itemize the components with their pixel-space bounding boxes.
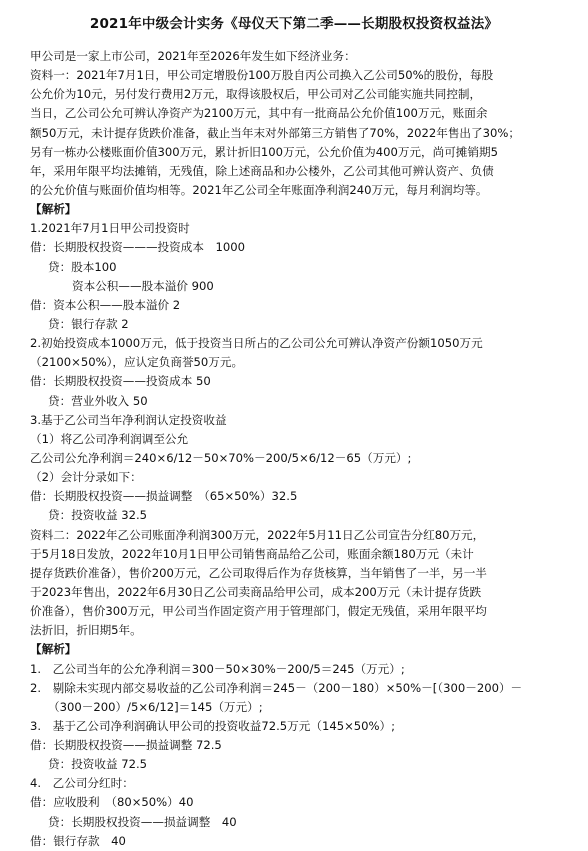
text-line: 贷：营业外收入 50 <box>48 393 148 408</box>
text-line: 于5月18日发放，2022年10月1日甲公司销售商品给乙公司，账面余额180万元（未计 <box>30 546 474 561</box>
text-line: 1. 乙公司当年的公允净利润＝300－50×30%－200/5＝245（万元）; <box>30 661 405 676</box>
text-line: 价准备），售价300万元，甲公司当作固定资产用于管理部门，假定无残值，采用年限平均 <box>30 604 487 619</box>
text-line: 贷：银行存款 2 <box>48 316 129 331</box>
text-line: 贷：投资收益 32.5 <box>48 508 148 523</box>
text-line: 借：应收股利 （80×50%）40 <box>30 795 194 810</box>
text-line: 甲公司是一家上市公司，2021年至2026年发生如下经济业务： <box>30 49 356 63</box>
text-line: 借：长期股权投资——损益调整 （65×50%）32.5 <box>30 489 298 504</box>
document-body <box>30 47 578 851</box>
text-line: （2）会计分录如下： <box>30 470 142 485</box>
text-line: 贷：长期股权投资——损益调整 40 <box>48 814 237 829</box>
text-line: 3. 基于乙公司净利润确认甲公司的投资收益72.5万元（145×50%）; <box>30 718 396 733</box>
text-line: （1）将乙公司净利润调至公允 <box>30 431 189 446</box>
text-line: 1.2021年7月1日甲公司投资时 <box>30 221 190 236</box>
document-title: 2021年中级会计实务《母仪天下第二季——长期股权投资权益法》 <box>89 16 499 32</box>
text-line: 法折旧，折旧期5年。 <box>30 623 142 638</box>
text-line: 借：长期股权投资———投资成本 1000 <box>30 240 246 255</box>
text-line: 年，采用年限平均法摊销，无残值，除上述商品和办公楼外，乙公司其他可辨认资产、负债 <box>30 163 494 178</box>
text-line: 于2023年售出，2022年6月30日乙公司卖商品给甲公司，成本200万元（未计提存货跌 <box>30 584 482 599</box>
text-line: 贷：股本100 <box>48 259 117 274</box>
text-line: （2100×50%），应认定负商誉50万元。 <box>30 355 244 370</box>
text-line: 借：资本公积——股本溢价 2 <box>30 297 181 312</box>
text-line: 另有一栋办公楼账面价值300万元，累计折旧100万元，公允价值为400万元，尚可摊销期5 <box>30 144 498 159</box>
text-line: 贷：投资收益 72.5 <box>48 757 148 772</box>
text-line: 提存货跌价准备），售价200万元，乙公司取得后作为存货核算，当年销售了一半，另一半 <box>30 565 487 580</box>
text-line: （300－200）/5×6/12]＝145（万元）; <box>48 699 263 714</box>
text-line: 借：银行存款 40 <box>30 833 126 848</box>
text-line: 2.初始投资成本1000万元，低于投资当日所占的乙公司公允可辨认净资产份额1050万元 <box>30 336 483 351</box>
section-heading: 【解析】 <box>30 642 77 657</box>
text-line: 的公允价值与账面价值均相等。2021年乙公司全年账面净利润240万元，每月利润均等。 <box>30 182 488 197</box>
text-line: 3.基于乙公司当年净利润认定投资收益 <box>30 412 227 427</box>
text-line: 资料一：2021年7月1日，甲公司定增股份100万股自丙公司换入乙公司50%的股份，每股 <box>30 68 494 83</box>
text-line: 额50万元，未计提存货跌价准备，截止当年末对外部第三方销售了70%，2022年售出了30%； <box>30 125 520 140</box>
text-line: 资本公积——股本溢价 900 <box>72 278 214 293</box>
text-line: 4. 乙公司分红时： <box>30 776 134 791</box>
text-line: 乙公司公允净利润＝240×6/12－50×70%－200/5×6/12－65（万元）; <box>30 450 412 465</box>
text-line: 当日，乙公司公允可辨认净资产为2100万元，其中有一批商品公允价值100万元，账面余 <box>30 106 488 121</box>
text-line: 2. 剔除未实现内部交易收益的乙公司净利润＝245－（200－180）×50%－[（300－200）－ <box>30 680 523 695</box>
text-line: 借：长期股权投资——损益调整 72.5 <box>30 738 222 753</box>
text-line: 公允价为10元，另付发行费用2万元，取得该股权后，甲公司对乙公司能实施共同控制， <box>30 87 482 102</box>
section-heading: 【解析】 <box>30 202 77 217</box>
text-line: 资料二：2022年乙公司账面净利润300万元，2022年5月11日乙公司宣告分红80万元， <box>30 527 485 542</box>
text-line: 借：长期股权投资——投资成本 50 <box>30 374 211 389</box>
